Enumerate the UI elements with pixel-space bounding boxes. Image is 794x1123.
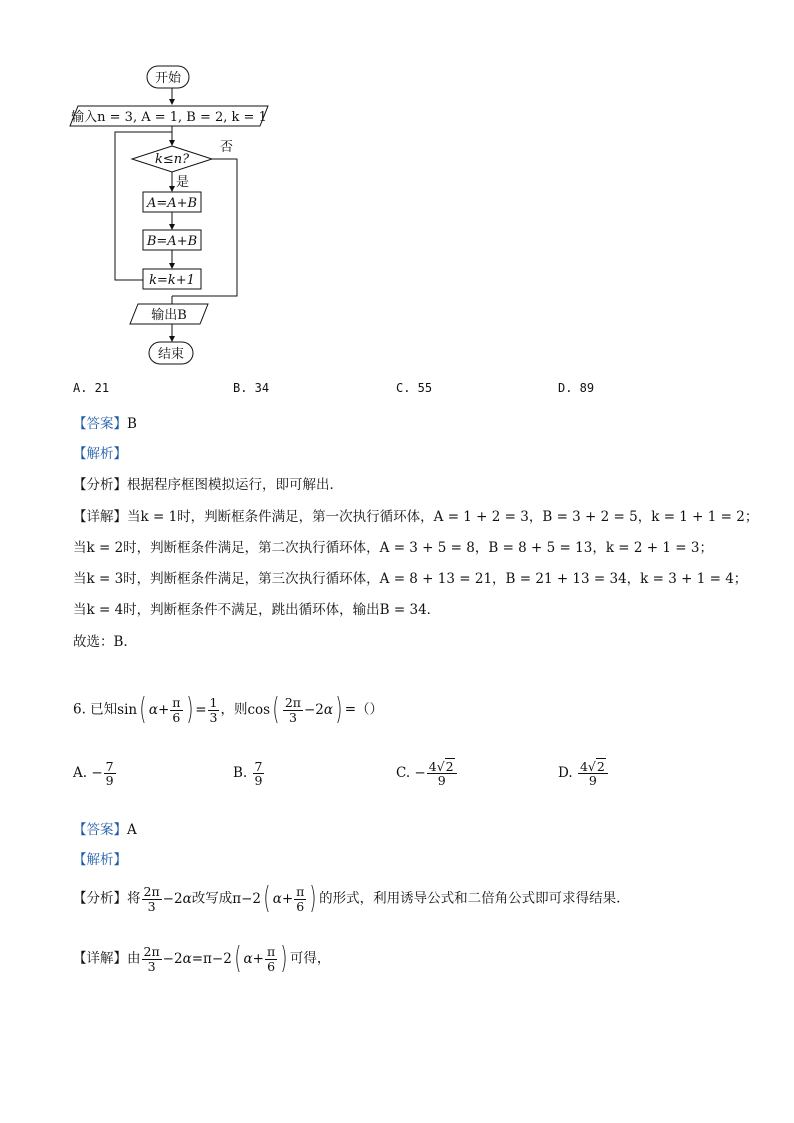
fenxi-tag: 【分析】 [73, 890, 127, 907]
flow-yes-label: 是 [176, 175, 190, 190]
math-expr: $\frac{2\pi}{3}$ −2α=π−2( α+ $\frac{\pi}{6}$ ) [143, 941, 288, 976]
math-expr: $\frac{2\pi}{3}$ −2α [143, 884, 192, 914]
q5-conclusion: 故选：B. [73, 634, 128, 650]
q6-prefix: 6. 已知 [73, 701, 118, 718]
q5-analysis-tag [73, 442, 127, 462]
q6-xiangjie [73, 941, 331, 976]
answer-value: B [127, 416, 137, 432]
fenxi-text: 将 [127, 890, 141, 907]
flow-end-label: 结束 [157, 347, 185, 362]
option-letter: C. [396, 765, 411, 782]
option-letter: A. [73, 765, 88, 782]
program-flowchart [60, 58, 310, 370]
answer-value: A [127, 822, 137, 838]
q5-answer [73, 412, 137, 432]
answer-tag: 【答案】 [73, 822, 127, 838]
xiangjie-tag: 【详解】 [73, 950, 127, 967]
q5-option-b: B. 34 [233, 381, 270, 395]
q6-middle: ，则 [220, 701, 248, 718]
q5-step-1 [73, 505, 758, 525]
xiangjie-text: 由 [127, 950, 141, 967]
fenxi-text: 改写成 [191, 890, 233, 907]
flow-input-label: 输入n = 3, A = 1, B = 2, k = 1 [71, 110, 267, 125]
q6-option-d: D. $\frac{4√2}{9}$ [558, 760, 609, 787]
q6-stem [73, 692, 384, 727]
fenxi-text: 的形式，利用诱导公式和二倍角公式即可求得结果. [319, 890, 621, 907]
option-letter: B. [233, 765, 248, 782]
q5-step-2: 当k = 2时，判断框条件满足，第二次执行循环体，A = 3 + 5 = 8，B = 8 + 5 = 13，k = 2 + 1 = 3； [73, 540, 713, 556]
xiangjie-text: 可得， [289, 950, 331, 967]
q6-option-b: B. $\frac{7}{9}$ [233, 759, 263, 789]
q6-option-a: A. − $\frac{7}{9}$ [73, 759, 114, 789]
q5-option-a: A. 21 [73, 381, 110, 395]
fenxi-tag: 【分析】 [73, 477, 127, 493]
math-expr: cos( $\frac{2\pi}{3}$ −2α) [247, 692, 343, 727]
q6-fenxi [73, 881, 621, 916]
q6-answer [73, 818, 137, 838]
xiangjie-tag: 【详解】 [73, 509, 127, 525]
q5-step-4: 当k = 4时，判断框条件不满足，跳出循环体，输出B = 34． [73, 602, 441, 618]
analysis-tag: 【解析】 [73, 852, 127, 868]
flow-step-a-label: A=A+B [146, 196, 198, 211]
answer-tag: 【答案】 [73, 416, 127, 432]
q5-fenxi [73, 473, 343, 493]
step-text: 当k = 1时，判断框条件满足，第一次执行循环体，A = 1 + 2 = 3，B = 3 + 2 = 5，k = 1 + 1 = 2； [127, 509, 759, 525]
flow-output-label: 输出B [151, 308, 187, 323]
flow-condition-label: k≤n? [154, 152, 190, 167]
flow-start-label: 开始 [154, 71, 182, 86]
flow-step-b-label: B=A+B [146, 234, 198, 249]
q6-option-c: C. − $\frac{4√2}{9}$ [396, 760, 458, 787]
q5-option-d: D. 89 [558, 381, 595, 395]
math-expr: sin( α+ $\frac{\pi}{6}$ ) = $\frac{1}{3}$ [117, 692, 218, 727]
analysis-tag: 【解析】 [73, 446, 127, 462]
flow-step-k-label: k=k+1 [149, 273, 195, 288]
fenxi-text: 根据程序框图模拟运行，即可解出． [127, 477, 343, 493]
option-letter: D. [558, 765, 573, 782]
math-expr: π−2( α+ $\frac{\pi}{6}$ ) [232, 881, 317, 916]
q6-analysis-tag [73, 848, 127, 868]
q6-suffix: =（） [344, 701, 384, 718]
q5-step-3: 当k = 3时，判断框条件满足，第三次执行循环体，A = 8 + 13 = 21，B = 21 + 13 = 34，k = 3 + 1 = 4； [73, 571, 748, 587]
flow-no-label: 否 [220, 140, 234, 155]
q5-option-c: C. 55 [396, 381, 433, 395]
